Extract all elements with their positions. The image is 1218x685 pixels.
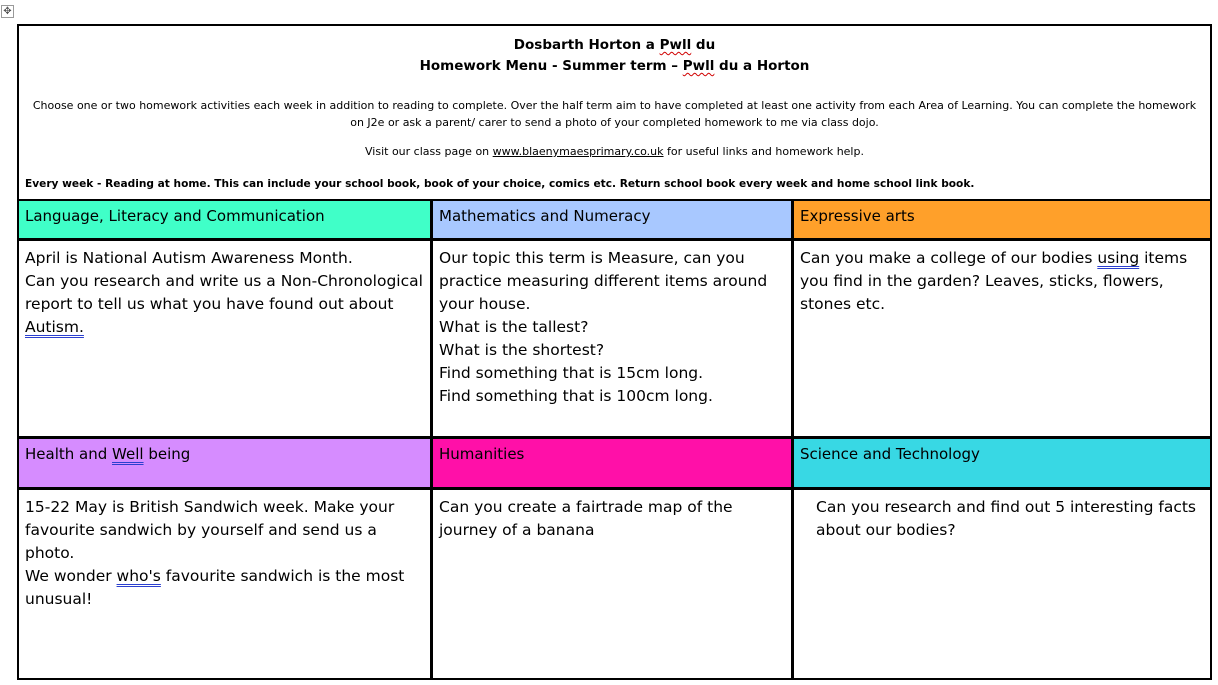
maths-title: Mathematics and Numeracy <box>439 207 651 225</box>
humanities-text: Can you create a fairtrade map of the journey of a banana <box>439 498 733 539</box>
table-move-handle-icon[interactable]: ✥ <box>1 5 14 18</box>
humanities-header-cell <box>433 439 791 487</box>
expressive-header-cell <box>794 201 1210 238</box>
language-line-1: April is National Autism Awareness Month. <box>25 249 353 267</box>
maths-line: Find something that is 15cm long. <box>439 364 704 382</box>
title-text: du a Horton <box>714 58 810 74</box>
maths-line: Find something that is 100cm long. <box>439 387 713 405</box>
science-text: Can you research and find out 5 interesting facts about our bodies? <box>816 498 1196 539</box>
health-text-a: We wonder <box>25 567 117 585</box>
spell-flagged-word: Pwll <box>659 37 692 53</box>
maths-header-cell <box>433 201 791 238</box>
spell-flagged-word: Pwll <box>682 58 715 74</box>
science-body-cell <box>794 490 1210 678</box>
maths-line: What is the shortest? <box>439 341 605 359</box>
expressive-text-a: Can you make a college of our bodies <box>800 249 1098 267</box>
visit-prefix: Visit our class page on <box>365 145 493 158</box>
grammar-flagged-word: who's <box>116 567 161 585</box>
expressive-text <box>800 247 1204 316</box>
language-title: Language, Literacy and Communication <box>25 207 325 225</box>
health-line-2 <box>25 565 424 611</box>
language-body-cell <box>19 241 430 436</box>
health-line-1: 15-22 May is British Sandwich week. Make your favourite sandwich by yourself and send us a photo. <box>25 498 395 562</box>
humanities-body-cell <box>433 490 791 678</box>
title-line-1 <box>19 37 1210 53</box>
language-line-2 <box>25 270 424 339</box>
maths-body-cell <box>433 241 791 436</box>
grammar-flagged-word: Well <box>112 445 144 463</box>
health-title <box>19 439 430 463</box>
science-title: Science and Technology <box>800 445 980 463</box>
expressive-text-c: items you find in the garden? Leaves, sticks, flowers, stones etc. <box>800 249 1188 313</box>
expressive-title: Expressive arts <box>800 207 915 225</box>
language-text: Can you research and write us a Non-Chronological report to tell us what you have found out about <box>25 272 423 313</box>
title-text: du <box>691 37 716 53</box>
health-text-c: favourite sandwich is the most unusual! <box>25 567 405 608</box>
maths-line: Our topic this term is Measure, can you practice measuring different items around your house. <box>439 249 768 313</box>
intro-paragraph: Choose one or two homework activities each week in addition to reading to complete. Over the half term aim to have completed at least one activity from each Area of Learning. You can complete the homework on J2e or ask a parent/ carer to send a photo of your completed homework to me via class dojo. <box>32 99 1197 129</box>
health-title-a: Health and <box>25 445 113 463</box>
header-cell <box>19 26 1210 201</box>
divider <box>791 201 794 678</box>
title-line-2 <box>19 58 1210 74</box>
every-week-note: Every week - Reading at home. This can include your school book, book of your choice, comics etc. Return school book every week and home school link book. <box>25 178 975 190</box>
visit-line <box>19 145 1210 158</box>
science-header-cell <box>794 439 1210 487</box>
grammar-flagged-word: Autism. <box>25 318 84 336</box>
class-page-link[interactable]: www.blaenymaesprimary.co.uk <box>492 145 664 158</box>
health-header-cell <box>19 439 430 487</box>
homework-menu-table <box>17 24 1212 680</box>
health-title-c: being <box>143 445 191 463</box>
health-body-cell <box>19 490 430 678</box>
divider <box>19 487 1210 490</box>
divider <box>430 201 433 678</box>
humanities-title: Humanities <box>439 445 525 463</box>
grammar-flagged-word: using <box>1097 249 1140 267</box>
maths-line: What is the tallest? <box>439 318 589 336</box>
divider <box>19 238 1210 241</box>
title-text: Homework Menu - Summer term – <box>419 58 683 74</box>
title-text: Dosbarth Horton a <box>513 37 660 53</box>
divider <box>19 436 1210 439</box>
expressive-body-cell <box>794 241 1210 436</box>
visit-suffix: for useful links and homework help. <box>663 145 864 158</box>
language-header-cell <box>19 201 430 238</box>
